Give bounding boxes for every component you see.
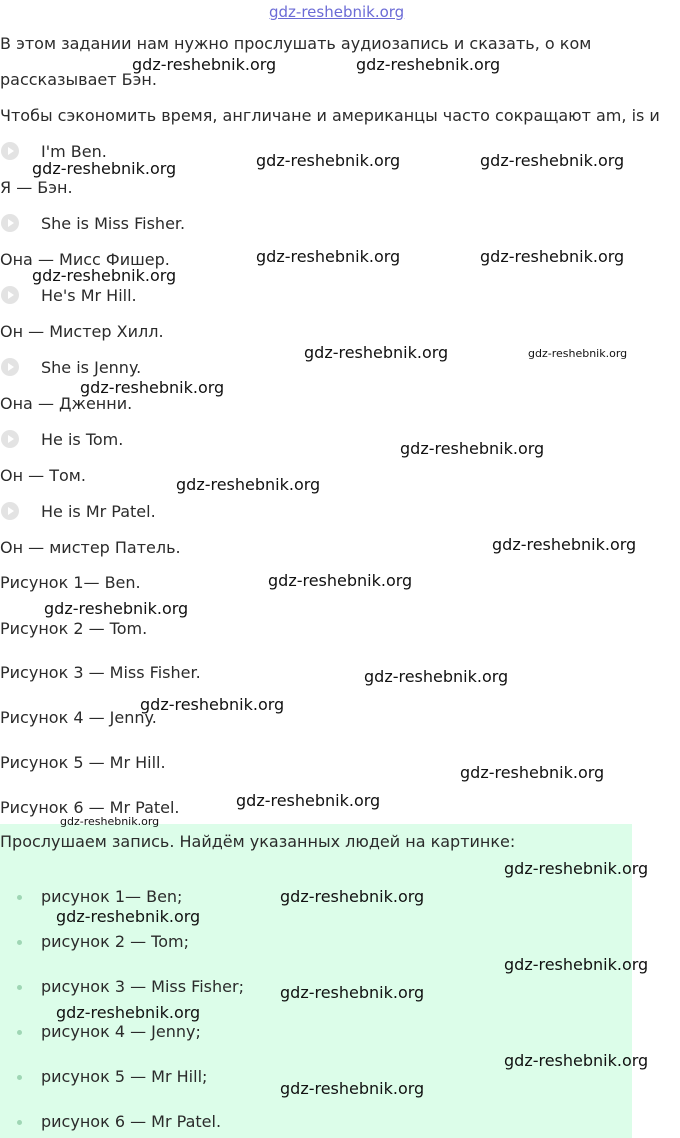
watermark: gdz-reshebnik.org — [504, 859, 649, 878]
play-icon[interactable] — [1, 502, 19, 520]
watermark: gdz-reshebnik.org — [256, 151, 401, 170]
play-icon[interactable] — [1, 286, 19, 304]
picture-line: Рисунок 1— Ben. — [0, 573, 141, 592]
watermark: gdz-reshebnik.org — [32, 266, 177, 285]
audio-phrase-ru: Я — Бэн. — [0, 178, 73, 197]
audio-phrase-ru: Он — мистер Патель. — [0, 538, 181, 557]
watermark: gdz-reshebnik.org — [32, 159, 177, 178]
answer-heading: Прослушаем запись. Найдём указанных людей на картинке: — [0, 832, 516, 851]
audio-phrase-en: She is Miss Fisher. — [41, 214, 186, 233]
intro-line-2: рассказывает Бэн. — [0, 70, 157, 89]
bullet-icon — [17, 985, 22, 990]
watermark: gdz-reshebnik.org — [256, 247, 401, 266]
watermark: gdz-reshebnik.org — [80, 378, 225, 397]
play-icon[interactable] — [1, 430, 19, 448]
watermark: gdz-reshebnik.org — [504, 1051, 649, 1070]
watermark: gdz-reshebnik.org — [56, 1003, 201, 1022]
watermark: gdz-reshebnik.org — [280, 887, 425, 906]
watermark: gdz-reshebnik.org — [176, 475, 321, 494]
watermark: gdz-reshebnik.org — [280, 983, 425, 1002]
watermark: gdz-reshebnik.org — [480, 247, 625, 266]
play-icon[interactable] — [1, 142, 19, 160]
answer-item: рисунок 2 — Tom; — [41, 932, 189, 951]
watermark: gdz-reshebnik.org — [504, 955, 649, 974]
watermark: gdz-reshebnik.org — [400, 439, 545, 458]
picture-line: Рисунок 2 — Tom. — [0, 619, 148, 638]
audio-phrase-ru: Он — Том. — [0, 466, 86, 485]
picture-line: Рисунок 3 — Miss Fisher. — [0, 663, 201, 682]
top-watermark-link[interactable]: gdz-reshebnik.org — [269, 3, 405, 21]
play-icon[interactable] — [1, 214, 19, 232]
answer-item: рисунок 1— Ben; — [41, 887, 183, 906]
watermark: gdz-reshebnik.org — [528, 347, 628, 360]
watermark: gdz-reshebnik.org — [132, 55, 277, 74]
picture-line: Рисунок 5 — Mr Hill. — [0, 753, 166, 772]
answer-item: рисунок 4 — Jenny; — [41, 1022, 201, 1041]
audio-phrase-en: I'm Ben. — [41, 142, 107, 161]
picture-line: Рисунок 6 — Mr Patel. — [0, 798, 180, 817]
audio-phrase-en: She is Jenny. — [41, 358, 142, 377]
watermark: gdz-reshebnik.org — [480, 151, 625, 170]
watermark: gdz-reshebnik.org — [356, 55, 501, 74]
watermark: gdz-reshebnik.org — [140, 695, 285, 714]
watermark: gdz-reshebnik.org — [304, 343, 449, 362]
answer-item: рисунок 5 — Mr Hill; — [41, 1067, 208, 1086]
answer-item: рисунок 6 — Mr Patel. — [41, 1112, 222, 1131]
bullet-icon — [17, 1075, 22, 1080]
bullet-icon — [17, 1120, 22, 1125]
intro-line-1: В этом задании нам нужно прослушать аудиозапись и сказать, о ком — [0, 34, 592, 53]
play-icon[interactable] — [1, 358, 19, 376]
watermark: gdz-reshebnik.org — [268, 571, 413, 590]
audio-phrase-ru: Он — Мистер Хилл. — [0, 322, 164, 341]
answer-item: рисунок 3 — Miss Fisher; — [41, 977, 244, 996]
watermark: gdz-reshebnik.org — [44, 599, 189, 618]
watermark: gdz-reshebnik.org — [236, 791, 381, 810]
bullet-icon — [17, 1030, 22, 1035]
audio-phrase-en: He is Mr Patel. — [41, 502, 156, 521]
audio-phrase-ru: Она — Дженни. — [0, 394, 133, 413]
watermark: gdz-reshebnik.org — [492, 535, 637, 554]
watermark: gdz-reshebnik.org — [56, 907, 201, 926]
watermark: gdz-reshebnik.org — [280, 1079, 425, 1098]
watermark: gdz-reshebnik.org — [60, 815, 160, 828]
bullet-icon — [17, 895, 22, 900]
audio-phrase-en: He is Tom. — [41, 430, 124, 449]
audio-phrase-en: He's Mr Hill. — [41, 286, 137, 305]
bullet-icon — [17, 940, 22, 945]
watermark: gdz-reshebnik.org — [460, 763, 605, 782]
watermark: gdz-reshebnik.org — [364, 667, 509, 686]
picture-line: Рисунок 4 — Jenny. — [0, 708, 157, 727]
abbreviation-note: Чтобы сэкономить время, англичане и американцы часто сокращают am, is и — [0, 106, 660, 125]
audio-phrase-ru: Она — Мисс Фишер. — [0, 250, 170, 269]
